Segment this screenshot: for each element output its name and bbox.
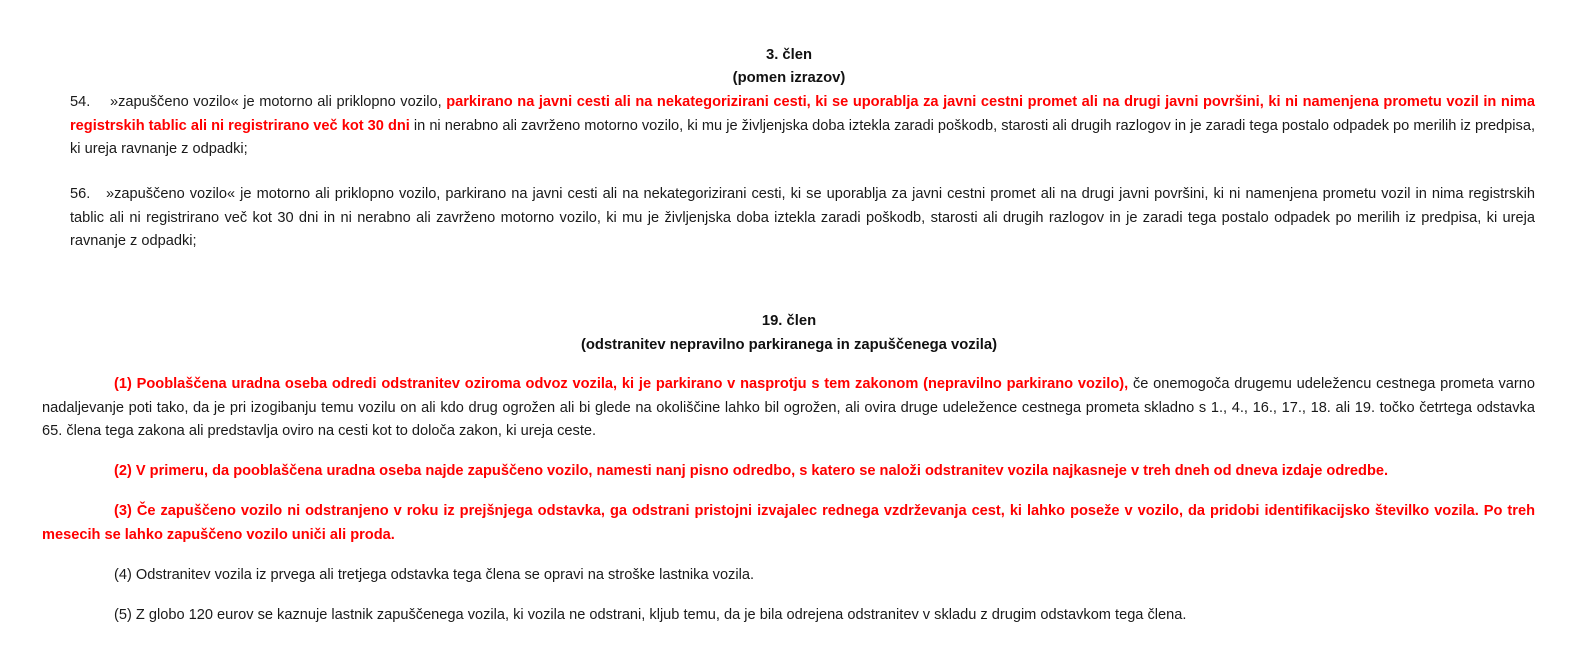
paragraph-1-highlighted-text: (1) Pooblaščena uradna oseba odredi odstranitev oziroma odvoz vozila, ki je parkirano v nasprotju s tem zakonom (nepravilno parkirano vozilo),: [114, 376, 1129, 392]
item-54-text-after: in ni nerabno ali zavrženo motorno vozilo, ki mu je življenjska doba iztekla zaradi poškodb, starosti ali drugih razlogov in je zaradi tega postalo odpadek po merilih iz predpisa, ki ureja ravnanje z odpadki;: [70, 117, 1536, 157]
paragraph-5-text: (5) Z globo 120 eurov se kaznuje lastnik zapuščenega vozila, ki vozila ne odstrani, kljub temu, da je bila odrejena odstranitev v skladu z drugim odstavkom tega člena.: [114, 607, 1187, 623]
item-54-highlighted-text: parkirano na javni cesti ali na nekategorizirani cesti, ki se uporablja za javni cestni promet ali na drugi javni površini, ki ni namenjena prometu vozil in nima registrskih tablic ali ni registrirano več kot 30 dni: [70, 94, 1535, 134]
paragraph-4: [42, 564, 1535, 588]
item-54-number: 54.: [70, 94, 91, 110]
article-19-subtitle: (odstranitev nepravilno parkiranega in zapuščenega vozila): [580, 337, 998, 353]
item-56-number: 56.: [70, 186, 91, 202]
article-3-number: 3. člen: [765, 47, 813, 63]
paragraph-2-highlighted-text: (2) V primeru, da pooblaščena uradna oseba najde zapuščeno vozilo, namesti nanj pisno odredbo, s katero se naloži odstranitev vozila najkasneje v treh dneh od dneva izdaje odredbe.: [114, 463, 1389, 479]
paragraph-5: [42, 604, 1535, 628]
paragraph-4-text: (4) Odstranitev vozila iz prvega ali tretjega odstavka tega člena se opravi na stroške lastnika vozila.: [114, 567, 755, 583]
item-56-text: »zapuščeno vozilo« je motorno ali priklopno vozilo, parkirano na javni cesti ali na nekategorizirani cesti, ki se uporablja za javni cestni promet ali na drugi javni površini, ki ni namenjena prometu vozil in nima registrskih tablic ali ni registrirano več kot 30 dni in ni nerabno ali zavrženo motorno vozilo, ki mu je življenjska doba iztekla zaradi poškodb, starosti ali drugih razlogov in je zaradi tega postalo odpadek po merilih iz predpisa, ki ureja ravnanje z odpadki;: [70, 186, 1535, 249]
definition-item-54: [70, 91, 1535, 162]
definition-item-56: [70, 183, 1535, 254]
item-54-text-before: »zapuščeno vozilo« je motorno ali priklopno vozilo,: [110, 94, 447, 110]
article-3-subtitle: (pomen izrazov): [732, 70, 846, 86]
paragraph-2: [42, 460, 1535, 484]
paragraph-1: [42, 373, 1535, 444]
paragraph-1-text: če onemogoča drugemu udeležencu cestnega prometa varno nadaljevanje poti tako, da je pri izogibanju temu vozilu on ali kdo drug ogrožen ali bi glede na okoliščine lahko bil ogrožen, ali ovira druge udeležence cestnega prometa skladno s 1., 4., 16., 17., 18. ali 19. točko četrtega odstavka 65. člena tega zakona ali predstavlja oviro na cesti kot to določa zakon, ki ureja ceste.: [42, 376, 1535, 439]
paragraph-3-highlighted-text: (3) Če zapuščeno vozilo ni odstranjeno v roku iz prejšnjega odstavka, ga odstrani pristojni izvajalec rednega vzdrževanja cest, ki lahko poseže v vozilo, da pridobi identifikacijsko številko vozila. Po treh mesecih se lahko zapuščeno vozilo uniči ali proda.: [42, 503, 1535, 543]
paragraph-3: [42, 500, 1535, 547]
article-19-number: 19. člen: [761, 313, 817, 329]
